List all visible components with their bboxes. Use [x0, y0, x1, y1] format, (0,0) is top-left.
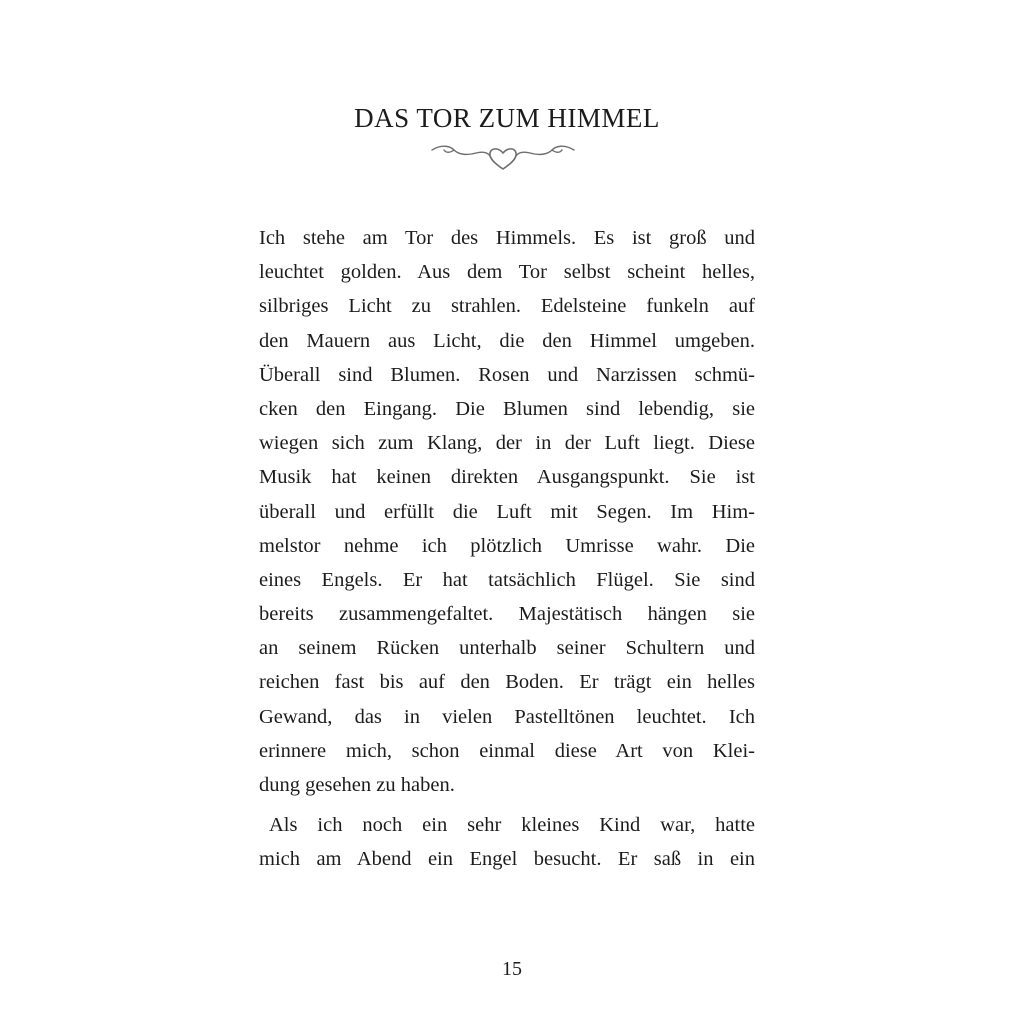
text-line: Überall sind Blumen. Rosen und Narzissen schmü- [259, 363, 755, 386]
text-line: Musik hat keinen direkten Ausgangspunkt. Sie ist [259, 466, 755, 489]
text-line: den Mauern aus Licht, die den Himmel umgeben. [259, 329, 755, 352]
chapter-title: DAS TOR ZUM HIMMEL [354, 103, 660, 133]
page-number: 15 [502, 958, 522, 980]
text-line: erinnere mich, schon einmal diese Art von Klei- [259, 739, 755, 762]
text-line: überall und erfüllt die Luft mit Segen. Im Him- [259, 500, 755, 523]
text-line: an seinem Rücken unterhalb seiner Schultern und [259, 637, 755, 660]
text-line: melstor nehme ich plötzlich Umrisse wahr. Die [259, 534, 755, 557]
paragraph [259, 808, 755, 876]
text-line: wiegen sich zum Klang, der in der Luft liegt. Diese [259, 432, 755, 455]
text-line: dung gesehen zu haben. [259, 774, 455, 796]
heart-flourish-icon [428, 138, 578, 174]
body-text [259, 221, 755, 877]
text-line: silbriges Licht zu strahlen. Edelsteine funkeln auf [259, 295, 755, 318]
paragraph [259, 221, 755, 802]
text-line: mich am Abend ein Engel besucht. Er saß in ein [259, 848, 755, 871]
text-line: cken den Eingang. Die Blumen sind lebendig, sie [259, 397, 755, 420]
text-line: reichen fast bis auf den Boden. Er trägt ein helles [259, 671, 755, 694]
text-line: bereits zusammengefaltet. Majestätisch hängen sie [259, 603, 755, 626]
text-line: Ich stehe am Tor des Himmels. Es ist groß und [259, 227, 755, 249]
text-line: eines Engels. Er hat tatsächlich Flügel. Sie sind [259, 568, 755, 591]
text-line: Als ich noch ein sehr kleines Kind war, hatte [269, 814, 755, 837]
text-line: leuchtet golden. Aus dem Tor selbst scheint helles, [259, 261, 755, 284]
text-line: Gewand, das in vielen Pastelltönen leuchtet. Ich [259, 705, 755, 728]
